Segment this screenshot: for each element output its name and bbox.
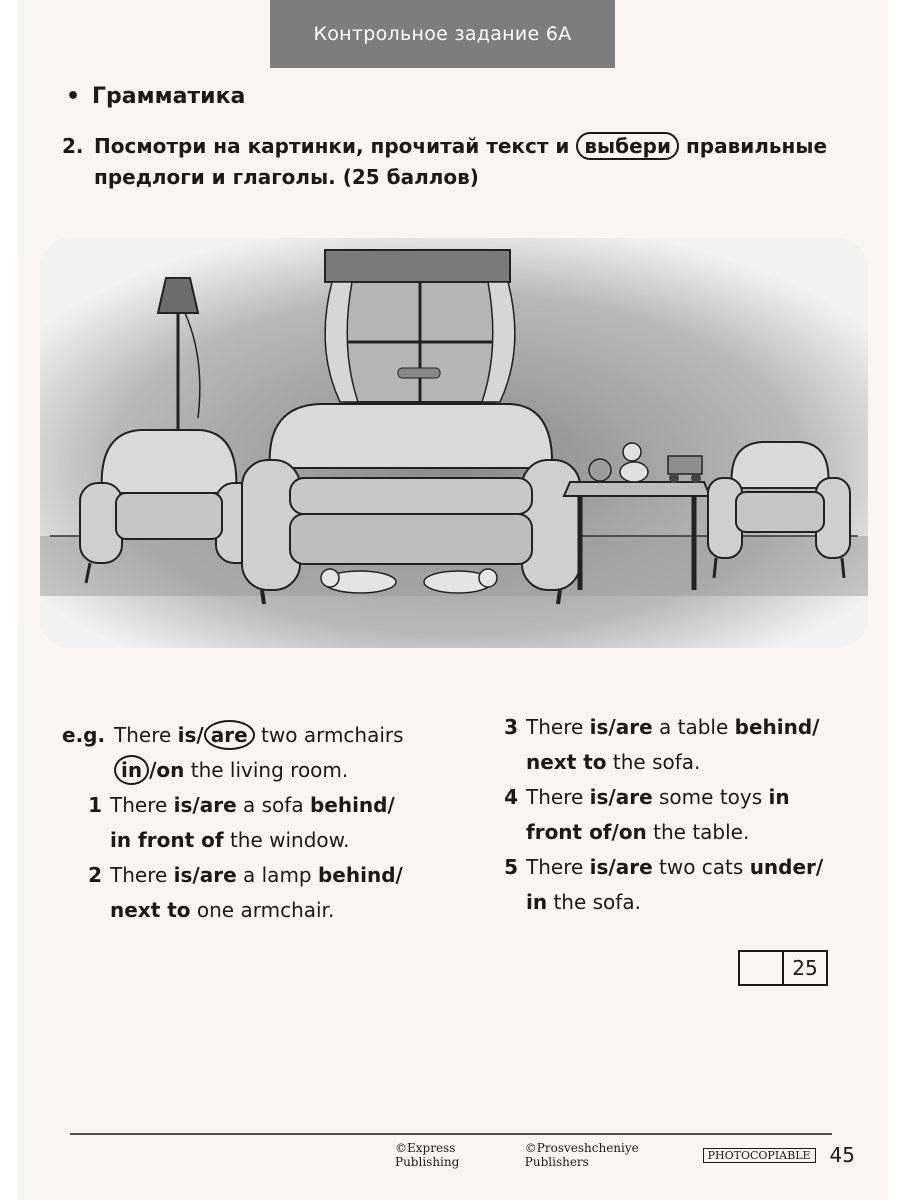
header-bar — [270, 0, 615, 68]
item-text: There — [526, 715, 584, 739]
item-number: 5 — [504, 855, 518, 879]
example-text-2: two armchairs — [261, 723, 404, 747]
example-item — [62, 718, 462, 788]
item-text: some toys — [659, 785, 763, 809]
example-slash-2: / — [149, 758, 157, 782]
item-verb-options: is/are — [173, 863, 237, 887]
living-room-illustration — [40, 238, 868, 648]
score-max: 25 — [792, 956, 818, 980]
example-option-is: is — [177, 723, 197, 747]
exercise-item-5 — [478, 850, 848, 920]
item-text: There — [526, 855, 584, 879]
footer-divider — [70, 1133, 832, 1135]
item-text: the table. — [653, 820, 750, 844]
page-number: 45 — [829, 1143, 855, 1167]
item-text: There — [526, 785, 584, 809]
item-text: There — [110, 863, 168, 887]
exercise-item-4 — [478, 780, 848, 850]
section-heading — [66, 84, 245, 109]
example-option-on: on — [156, 758, 185, 782]
item-prep-option-1: behind/ — [309, 793, 395, 817]
item-prep-option-2: in front of — [110, 828, 224, 852]
item-verb-options: is/are — [173, 793, 237, 817]
item-verb-options: is/are — [589, 855, 653, 879]
example-circled-are: are — [204, 720, 255, 750]
item-prep-option-1: behind/ — [317, 863, 403, 887]
bullet-icon: • — [66, 84, 81, 109]
item-text: the sofa. — [612, 750, 701, 774]
item-text: one armchair. — [196, 898, 335, 922]
item-verb-options: is/are — [589, 715, 653, 739]
item-text: a sofa — [243, 793, 304, 817]
example-label: e.g. — [62, 723, 106, 747]
window-icon — [325, 250, 515, 402]
item-text: the sofa. — [553, 890, 641, 914]
item-number: 3 — [504, 715, 518, 739]
item-number: 4 — [504, 785, 518, 809]
exercise-right-column — [478, 710, 848, 920]
item-text: a table — [659, 715, 729, 739]
item-prep-option-2: front of/on — [526, 820, 647, 844]
item-text: a lamp — [243, 863, 312, 887]
item-prep-option-2: next to — [526, 750, 607, 774]
example-text-3: the living room. — [190, 758, 349, 782]
section-title: Грамматика — [92, 84, 246, 109]
item-prep-option-1: in — [768, 785, 790, 809]
exercise-item-2 — [62, 858, 462, 928]
header-title: Контрольное задание 6А — [313, 23, 572, 45]
item-prep-option-1: under/ — [749, 855, 824, 879]
publisher-2: ©Prosveshcheniye Publishers — [524, 1141, 639, 1169]
photocopiable-label: PHOTOCOPIABLE — [703, 1148, 816, 1163]
item-prep-option-2: in — [526, 890, 548, 914]
item-prep-option-1: behind/ — [734, 715, 820, 739]
score-entry-field[interactable] — [740, 952, 784, 984]
item-text: two cats — [659, 855, 744, 879]
item-number: 2 — [88, 863, 102, 887]
item-verb-options: is/are — [589, 785, 653, 809]
score-box — [738, 950, 828, 986]
task-text-before: Посмотри на картинки, прочитай текст и — [94, 134, 570, 158]
example-circled-in: in — [114, 755, 149, 785]
task-line-2: предлоги и глаголы. (25 баллов) — [94, 165, 479, 189]
example-text-1: There — [114, 723, 172, 747]
item-prep-option-2: next to — [110, 898, 191, 922]
task-text-after: правильные — [685, 134, 828, 158]
exercise-item-1 — [62, 788, 462, 858]
item-text: There — [110, 793, 168, 817]
example-slash: / — [196, 723, 204, 747]
item-text: the window. — [229, 828, 350, 852]
task-number: 2. — [62, 134, 84, 158]
task-instruction — [62, 131, 842, 193]
exercise-left-column — [62, 718, 462, 928]
exercise-item-3 — [478, 710, 848, 780]
publisher-1: ©Express Publishing — [395, 1141, 460, 1169]
item-number: 1 — [88, 793, 102, 817]
task-circled-word: выбери — [576, 132, 679, 160]
footer — [395, 1141, 855, 1169]
